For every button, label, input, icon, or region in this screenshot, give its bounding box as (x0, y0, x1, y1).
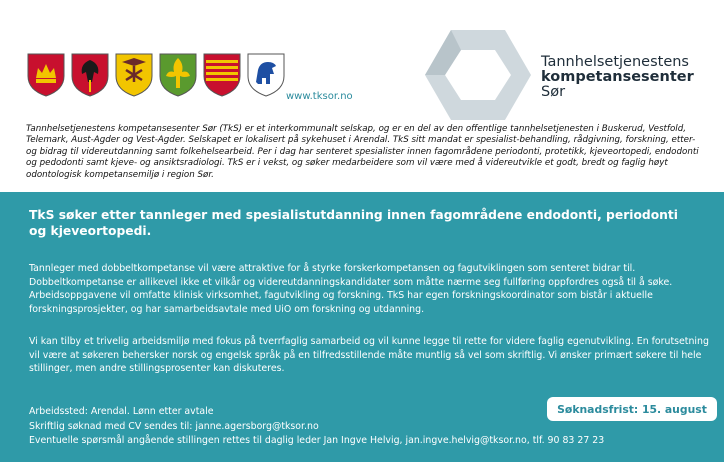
logo-wordmark (541, 55, 694, 100)
logo-line-3: Sør (541, 84, 566, 100)
telemark-coat-of-arms-icon (114, 52, 154, 98)
tks-logo-icon (421, 26, 533, 124)
ad-paragraph-1: Tannleger med dobbeltkompetanse vil være attraktive for å styrke forskerkompetansen og fagutviklingen som senteret bidrar til. Dobbeltkompetanse er allikevel ikke et vilkår og videreutdanningskandidater som måtte nærme seg fullføring oppfordres også til å søke. Arbeidsoppgavene vil omfatte klinisk virksomhet, fagutvikling og forskning. TkS har egen forskningskoordinator som bistår i aktuelle forskningsprosjekter, og har samarbeidsavtale med UiO om forskning og utdanning. (29, 263, 673, 315)
ad-paragraph-2: Vi kan tilby et trivelig arbeidsmiljø med fokus på tverrfaglig samarbeid og vil kunne legge til rette for videre faglig egenutvikling. En forutsetning vil være at søkeren behersker norsk og engelsk språk på en tilfredsstillende måte muntlig så vel som skriftlig. Vi ønsker primært søkere til hele stillinger, men andre stillingsprosenter kan diskuteres. (29, 336, 709, 375)
buskerud-coat-of-arms-icon (26, 52, 66, 98)
header-section (0, 0, 724, 192)
vest-agder-coat-of-arms-icon (202, 52, 242, 98)
intro-paragraph: Tannhelsetjenestens kompetansesenter Sør (TkS) er et interkommunalt selskap, og er en del av den offentlige tannhelsetjenesten i Buskerud, Vestfold, Telemark, Aust-Agder og Vest-Agder. Selskapet er lokalisert på sykehuset i Arendal. TkS sitt mandat er spesialist-behandling, rådgivning, forskning, etter- og bidrag til videreutdanning samt folkehelsearbeid. Per i dag har senteret spesialister innen fagområdene periodonti, protetikk, kjeveortopedi, endodonti og pedodonti samt kjeve- og ansiktsradiologi. TkS er i vekst, og søker medarbeidere som vil være med å videreutvikle et godt, bredt og faglig høyt odontologisk kompetansemiljø i region Sør. (26, 124, 699, 180)
apply-line: Skriftlig søknad med CV sendes til: janne.agersborg@tksor.no (29, 420, 319, 432)
deadline-badge: Søknadsfrist: 15. august (547, 397, 717, 421)
contact-line: Eventuelle spørsmål angående stillingen rettes til daglig leder Jan Ingve Helvig, jan.ingve.helvig@tksor.no, tlf. 90 83 27 23 (29, 435, 605, 447)
county-shields (26, 52, 286, 98)
bear-coat-of-arms-icon (246, 52, 286, 98)
logo-line-1: Tannhelsetjenestens (541, 54, 689, 70)
website-link[interactable]: www.tksor.no (286, 91, 353, 102)
ad-headline: TkS søker etter tannleger med spesialistutdanning innen fagområdene endodonti, periodonti og kjeveortopedi. (29, 208, 679, 238)
workplace-line: Arbeidssted: Arendal. Lønn etter avtale (29, 406, 214, 417)
job-ad-section (0, 192, 724, 462)
logo-line-2: kompetansesenter (541, 69, 694, 85)
vestfold-coat-of-arms-icon (70, 52, 110, 98)
aust-agder-coat-of-arms-icon (158, 52, 198, 98)
